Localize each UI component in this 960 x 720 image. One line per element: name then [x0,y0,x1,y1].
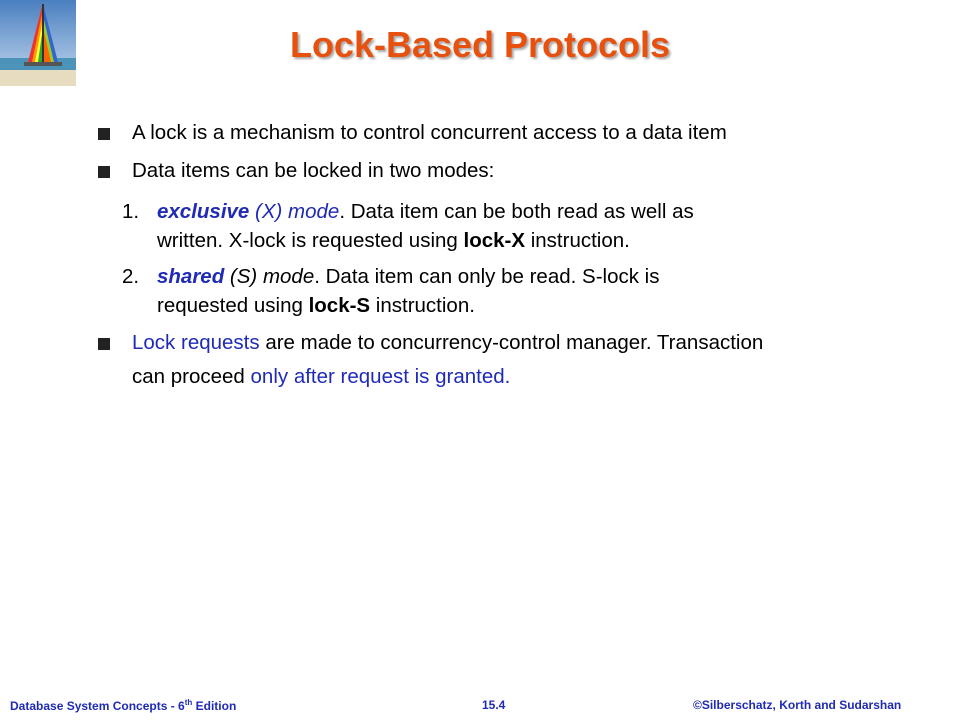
footer-copyright: ©Silberschatz, Korth and Sudarshan [693,698,902,712]
mode-1-line-2 [157,228,630,254]
mode-2-term: shared [157,265,225,288]
mode-1-label: (X) mode [249,200,340,223]
bullet-3-line-2 [132,364,510,390]
mode-2-text-1: . Data item can only be read. S-lock is [314,265,660,288]
bullet-3-highlight-1: Lock requests [132,331,260,354]
bullet-marker [98,128,110,140]
mode-1-instruction: lock-X [463,229,526,252]
slide-title: Lock-Based Protocols [289,24,671,65]
bullet-3-text-2: can proceed [132,365,251,388]
bullet-3-text-1: are made to concurrency-control manager. Transaction [259,331,764,354]
footer-book-title: Database System Concepts - 6 [10,699,185,713]
bullet-text-1: A lock is a mechanism to control concurrent access to a data item [132,121,727,144]
bullet-marker [98,338,110,350]
footer-left [10,698,236,713]
mode-2-line-2 [157,293,475,319]
bullet-marker [98,166,110,178]
mode-2-instruction: lock-S [308,294,371,317]
bullet-3-line-1 [132,330,763,356]
mode-1-text-2a: written. X-lock is requested using [157,229,464,252]
footer-edition: Edition [192,699,237,713]
mode-2-text-2a: requested using [157,294,309,317]
mode-1-term: exclusive [157,200,250,223]
mode-1-text-2b: instruction. [525,229,630,252]
mode-2-number: 2. [122,265,140,288]
mode-1-number: 1. [122,200,140,223]
mode-2-text-2b: instruction. [370,294,475,317]
footer-page-number: 15.4 [482,698,506,712]
bullet-text-2: Data items can be locked in two modes: [132,159,495,182]
mode-2-label: (S) mode [224,265,315,288]
mode-1-text-1: . Data item can be both read as well as [339,200,694,223]
bullet-3-highlight-2: only after request is granted. [250,365,511,388]
footer-edition-sup: th [184,698,193,707]
mode-1-line-1 [157,199,694,225]
mode-2-line-1 [157,264,659,290]
